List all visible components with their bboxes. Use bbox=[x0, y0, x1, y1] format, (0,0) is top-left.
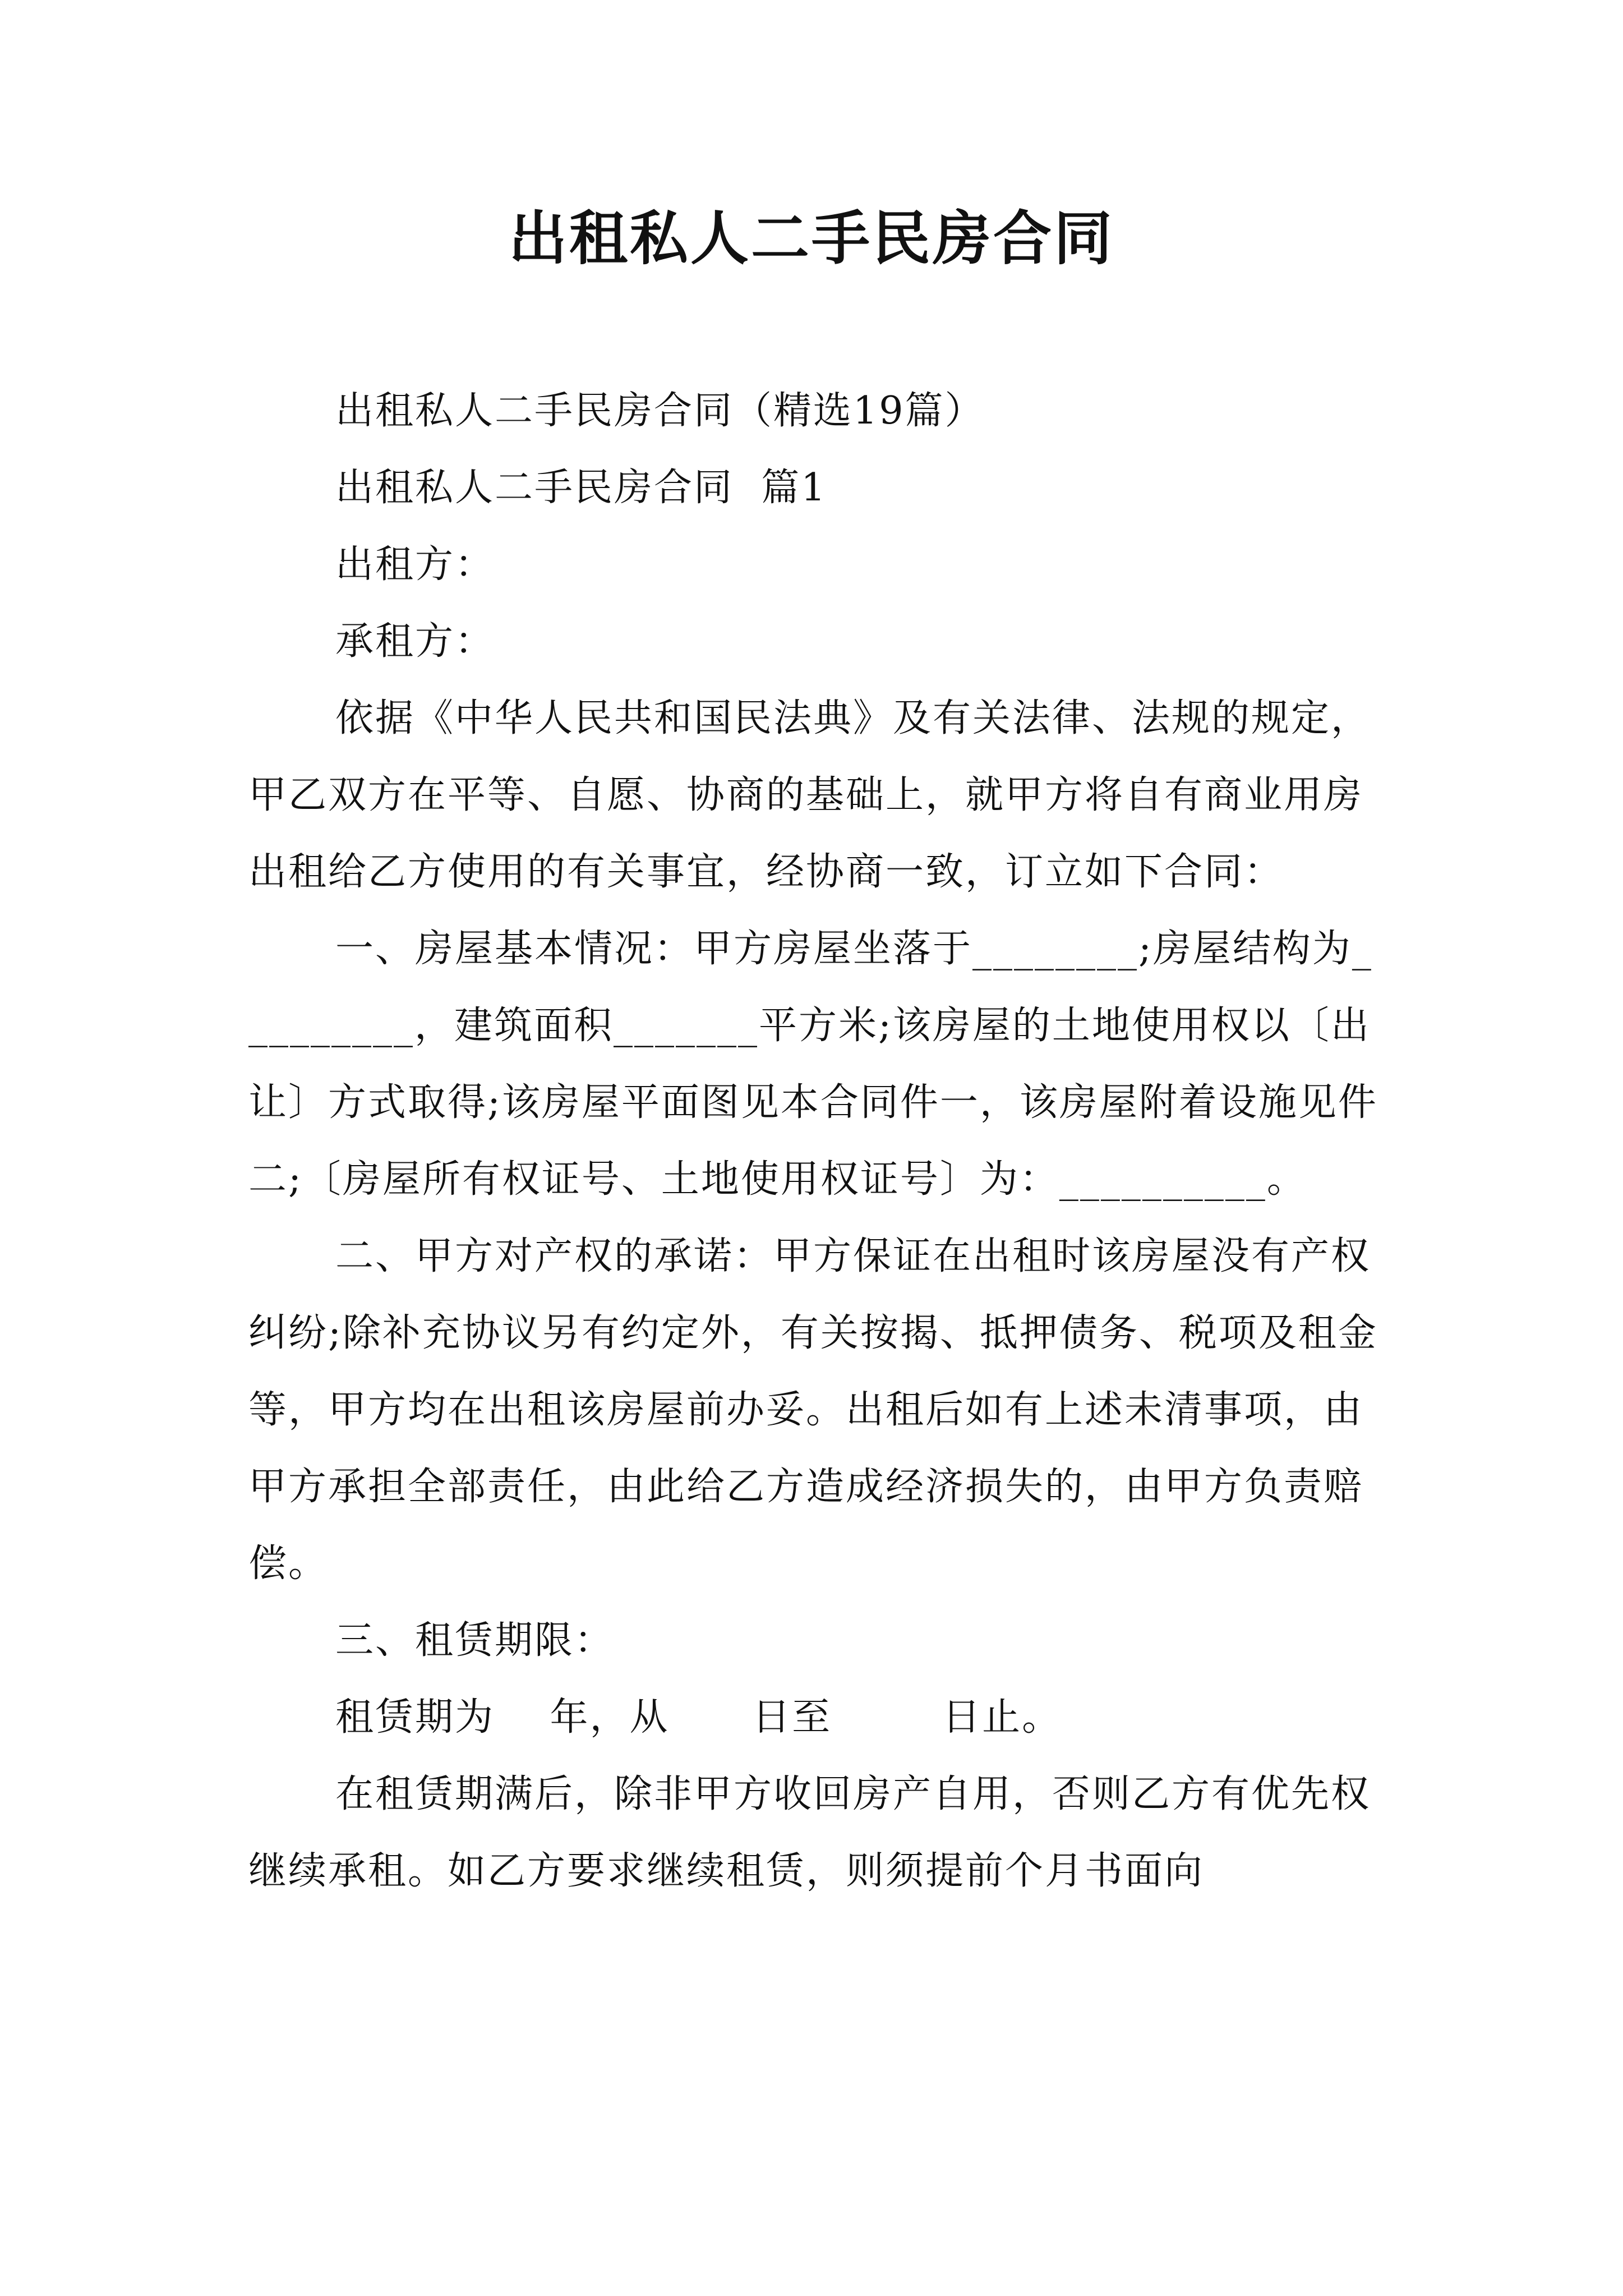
document-body bbox=[248, 372, 1393, 1910]
paragraph-clause-3-title: 三、租赁期限： bbox=[335, 1618, 615, 1663]
paragraph-preamble: 依据《中华人民共和国民法典》及有关法律、法规的规定，甲乙双方在平等、自愿、协商的基础上，就甲方将自有商业用房出租给乙方使用的有关事宜，经协商一致，订立如下合同： bbox=[248, 696, 1371, 894]
document-title: 出租私人二手民房合同 bbox=[508, 204, 1114, 273]
paragraph-lessor: 出租方： bbox=[335, 542, 495, 587]
paragraph-lessee: 承租方： bbox=[335, 619, 495, 664]
paragraph-lease-term: 租赁期为 年，从 日至 日止。 bbox=[335, 1695, 1062, 1740]
paragraph-clause-2: 二、甲方对产权的承诺：甲方保证在出租时该房屋没有产权纠纷;除补充协议另有约定外，有关按揭、抵押债务、税项及租金等，甲方均在出租该房屋前办妥。出租后如有上述未清事项，由甲方承担全部责任，由此给乙方造成经济损失的，由甲方负责赔偿。 bbox=[248, 1234, 1378, 1586]
paragraph-renewal: 在租赁期满后，除非甲方收回房产自用，否则乙方有优先权继续承租。如乙方要求继续租赁，则须提前个月书面向 bbox=[248, 1772, 1371, 1893]
paragraph-clause-1: 一、房屋基本情况：甲方房屋坐落于________;房屋结构为_________，建筑面积_______平方米;该房屋的土地使用权以〔出让〕方式取得;该房屋平面图见本合同件一，该房屋附着设施见件二;〔房屋所有权证号、土地使用权证号〕为：__________。 bbox=[248, 927, 1378, 1202]
paragraph-heading: 出租私人二手民房合同（精选19篇） bbox=[335, 389, 985, 433]
paragraph-section-title: 出租私人二手民房合同 篇1 bbox=[335, 466, 827, 510]
